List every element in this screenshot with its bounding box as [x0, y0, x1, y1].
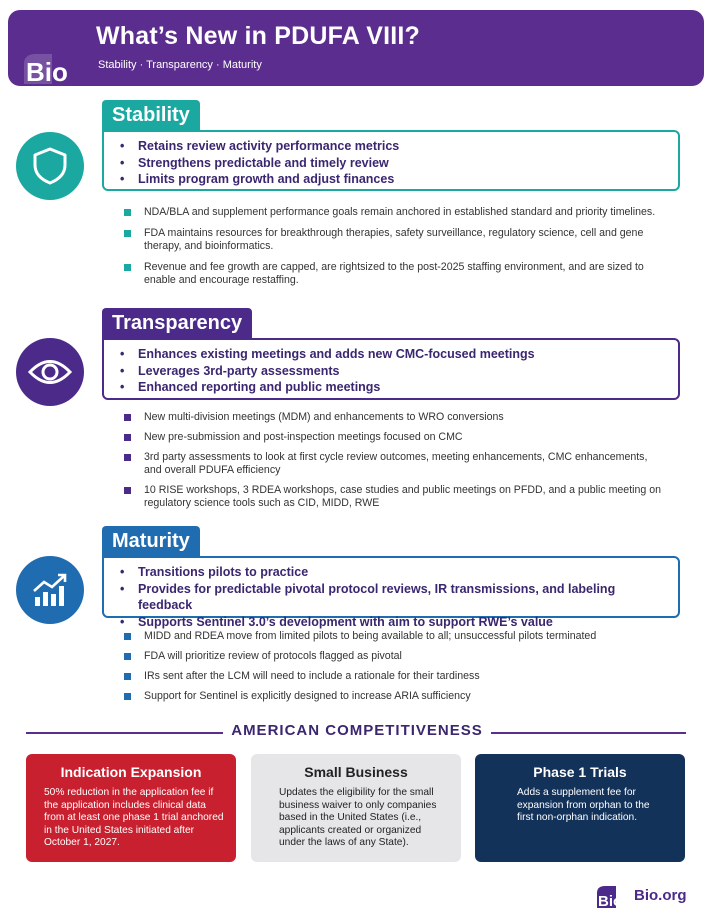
details-list-transparency — [122, 411, 662, 510]
competitiveness-heading — [0, 722, 714, 740]
detail-item — [122, 650, 662, 663]
bullet-square — [124, 264, 131, 271]
section-title-transparency: Transparency — [102, 308, 252, 338]
card-title: Small Business — [304, 764, 408, 780]
detail-item — [122, 431, 662, 444]
section-icon-maturity — [16, 556, 84, 624]
bio-footer-logo — [596, 884, 628, 908]
bullet-square — [124, 230, 131, 237]
highlight-item: • Enhanced reporting and public meetings — [114, 379, 668, 396]
card-body: Updates the eligibility for the small business waiver to only companies based in the United States (i.e., applicants created or organized under the laws of any State). — [279, 787, 437, 849]
detail-text: Support for Sentinel is explicitly designed to increase ARIA sufficiency — [144, 690, 471, 702]
detail-item — [122, 630, 662, 643]
highlight-item: • Strengthens predictable and timely review — [114, 155, 668, 172]
page-title: What’s New in PDUFA VIII? — [96, 22, 421, 50]
competitiveness-heading-text: AMERICAN COMPETITIVENESS — [223, 722, 491, 739]
detail-text: 3rd party assessments to look at first cycle review outcomes, meeting enhancements, CMC enhancements, and overall PDUFA efficiency — [144, 451, 648, 476]
bullet-square — [124, 633, 131, 640]
detail-item — [122, 484, 662, 510]
detail-text: New pre-submission and post-inspection meetings focused on CMC — [144, 431, 463, 443]
details-list-stability — [122, 206, 662, 287]
header-banner — [8, 10, 704, 86]
detail-text: Revenue and fee growth are capped, are rightsized to the post-2025 staffing environment, and are sized to enable and encourage restaffing. — [144, 261, 644, 286]
detail-item — [122, 206, 662, 219]
bio-logo — [22, 50, 82, 84]
highlight-item: • Enhances existing meetings and adds new CMC-focused meetings — [114, 346, 668, 363]
card-body: Adds a supplement fee for expansion from orphan to the first non-orphan indication. — [517, 787, 650, 824]
card-phase-1-trials — [475, 754, 685, 862]
detail-text: New multi-division meetings (MDM) and enhancements to WRO conversions — [144, 411, 504, 423]
highlights-box-stability — [102, 130, 680, 191]
detail-text: FDA maintains resources for breakthrough therapies, safety surveillance, regulatory science, cell and gene therapy, and bioinformatics. — [144, 227, 644, 252]
detail-item — [122, 261, 662, 287]
detail-item — [122, 690, 662, 703]
highlight-item: • Retains review activity performance metrics — [114, 138, 668, 155]
highlight-item: • Leverages 3rd-party assessments — [114, 363, 668, 380]
detail-item — [122, 411, 662, 424]
card-indication-expansion — [26, 754, 236, 862]
bio-logo-text: Bio — [26, 57, 68, 84]
detail-item — [122, 451, 662, 477]
detail-item — [122, 670, 662, 683]
detail-text: MIDD and RDEA move from limited pilots to being available to all; unsuccessful pilots terminated — [144, 630, 597, 642]
detail-item — [122, 227, 662, 253]
detail-text: NDA/BLA and supplement performance goals remain anchored in established standard and priority timelines. — [144, 206, 656, 218]
section-title-maturity: Maturity — [102, 526, 200, 556]
bullet-square — [124, 209, 131, 216]
highlight-item: • Supports Sentinel 3.0’s development with aim to support RWE’s value — [114, 614, 668, 631]
bullet-square — [124, 693, 131, 700]
bullet-square — [124, 487, 131, 494]
growth-chart-icon — [30, 571, 70, 609]
card-small-business — [251, 754, 461, 862]
eye-icon — [28, 357, 72, 387]
bullet-square — [124, 454, 131, 461]
section-title-stability: Stability — [102, 100, 200, 130]
footer-site-link[interactable]: Bio.org — [634, 887, 687, 904]
card-body: 50% reduction in the application fee if the application includes clinical data from at least one phase 1 trial anchored in the United States initiated after October 1, 2027. — [44, 787, 224, 849]
bullet-square — [124, 434, 131, 441]
detail-text: IRs sent after the LCM will need to include a rationale for their tardiness — [144, 670, 480, 682]
bullet-square — [124, 673, 131, 680]
details-list-maturity — [122, 630, 662, 703]
highlight-item: • Provides for predictable pivotal protocol reviews, IR transmissions, and labeling feedback — [114, 581, 668, 614]
highlight-item: • Limits program growth and adjust finances — [114, 171, 668, 188]
card-title: Indication Expansion — [60, 764, 202, 780]
highlights-box-transparency — [102, 338, 680, 400]
highlights-box-maturity — [102, 556, 680, 629]
bullet-square — [124, 653, 131, 660]
bullet-square — [124, 414, 131, 421]
card-title: Phase 1 Trials — [533, 764, 627, 780]
detail-text: FDA will prioritize review of protocols flagged as pivotal — [144, 650, 402, 662]
highlight-item: • Transitions pilots to practice — [114, 564, 668, 581]
section-icon-transparency — [16, 338, 84, 406]
detail-text: 10 RISE workshops, 3 RDEA workshops, case studies and public meetings on PFDD, and a public meeting on regulatory science tools such as CID, MIDD, RWE — [144, 484, 662, 509]
shield-icon — [31, 146, 69, 186]
page-subtitle: Stability · Transparency · Maturity — [98, 59, 262, 71]
section-icon-stability — [16, 132, 84, 200]
bio-footer-logo-text: Bio — [598, 893, 623, 908]
